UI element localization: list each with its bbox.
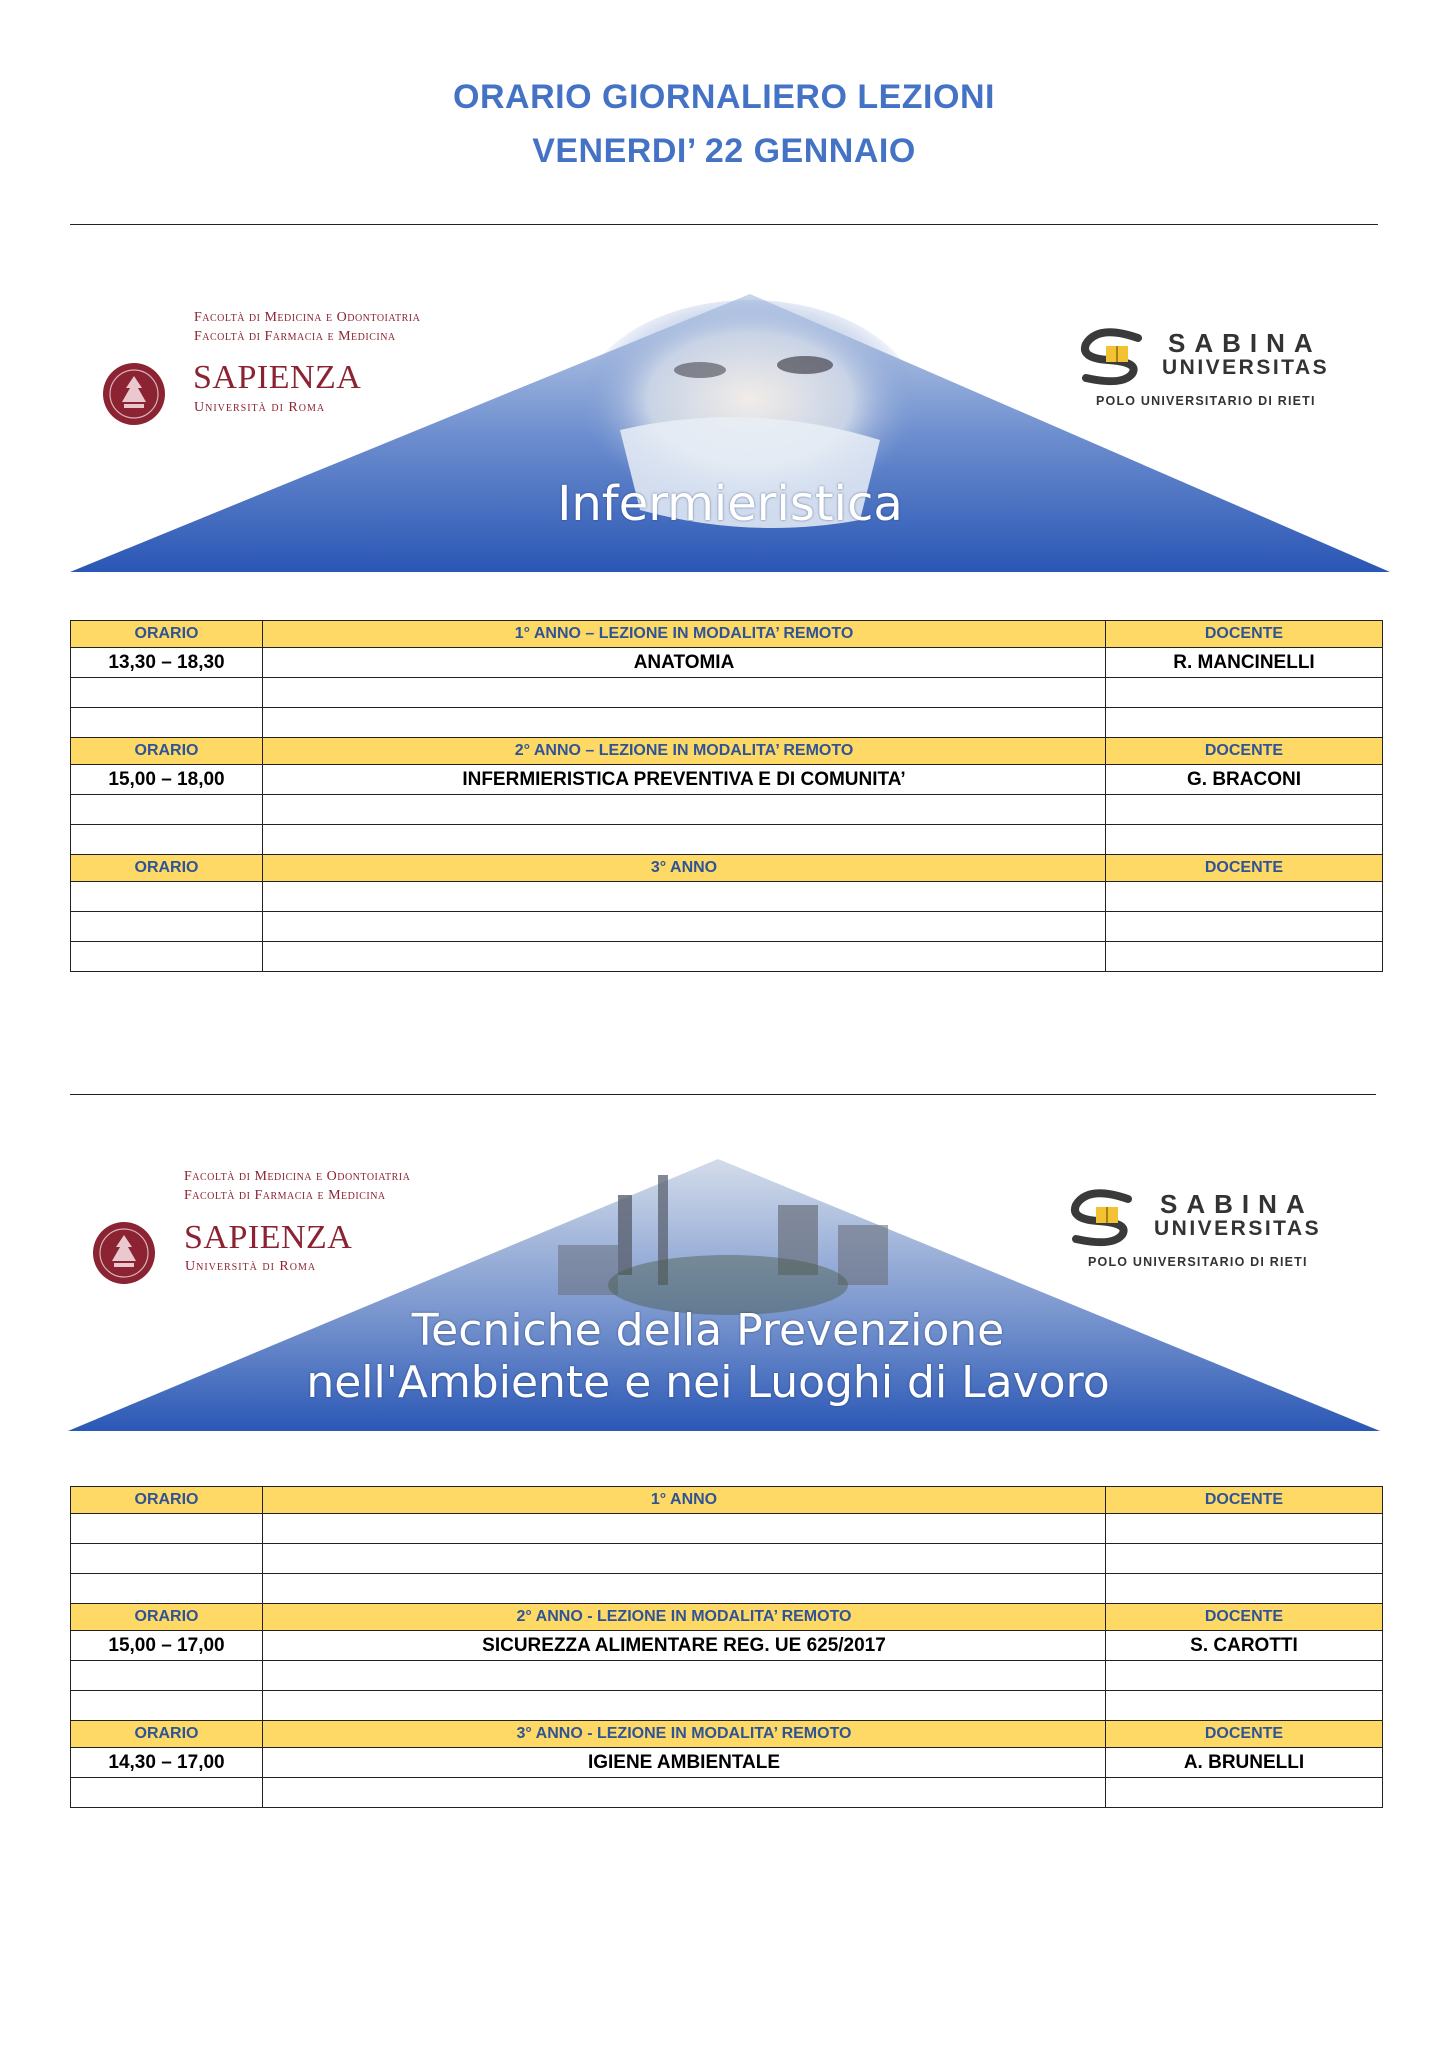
table-header-row [71, 738, 1383, 765]
header-year: 2° ANNO - LEZIONE IN MODALITA’ REMOTO [263, 1604, 1106, 1631]
cell-teacher [1106, 1544, 1383, 1574]
cell-teacher [1106, 825, 1383, 855]
cell-time [71, 1574, 263, 1604]
cell-subject [263, 708, 1106, 738]
cell-time [71, 1514, 263, 1544]
cell-subject [263, 912, 1106, 942]
cell-subject [263, 1544, 1106, 1574]
sabina-sub: POLO UNIVERSITARIO DI RIETI [1088, 1255, 1308, 1269]
table-row [71, 1661, 1383, 1691]
cell-teacher [1106, 882, 1383, 912]
header-year: 3° ANNO - LEZIONE IN MODALITA’ REMOTO [263, 1721, 1106, 1748]
cell-time: 15,00 – 18,00 [71, 765, 263, 795]
header-docente: DOCENTE [1106, 855, 1383, 882]
cell-teacher: G. BRACONI [1106, 765, 1383, 795]
cell-time [71, 708, 263, 738]
table-header-row [71, 1721, 1383, 1748]
cell-subject [263, 882, 1106, 912]
table-row [71, 1631, 1383, 1661]
header-year: 3° ANNO [263, 855, 1106, 882]
table-row [71, 648, 1383, 678]
header-docente: DOCENTE [1106, 621, 1383, 648]
course-title-line2: nell'Ambiente e nei Luoghi di Lavoro [306, 1357, 1110, 1408]
cell-teacher [1106, 678, 1383, 708]
sabina-word2: UNIVERSITAS [1162, 356, 1330, 379]
header-docente: DOCENTE [1106, 1721, 1383, 1748]
sabina-word2: UNIVERSITAS [1154, 1217, 1322, 1240]
cell-time [71, 1778, 263, 1808]
table-header-row [71, 1487, 1383, 1514]
faculty-text [184, 1167, 410, 1205]
cell-time [71, 1544, 263, 1574]
faculty-line1: Facoltà di Medicina e Odontoiatria [194, 310, 421, 325]
cell-subject [263, 678, 1106, 708]
cell-teacher [1106, 1778, 1383, 1808]
table-row [71, 708, 1383, 738]
banner-infermieristica [60, 290, 1400, 580]
cell-teacher [1106, 942, 1383, 972]
cell-time [71, 1691, 263, 1721]
course-title-line1: Tecniche della Prevenzione [411, 1305, 1005, 1356]
table-row [71, 942, 1383, 972]
schedule-table-infermieristica [70, 620, 1383, 972]
cell-time [71, 942, 263, 972]
cell-teacher [1106, 795, 1383, 825]
header-docente: DOCENTE [1106, 1604, 1383, 1631]
faculty-line1: Facoltà di Medicina e Odontoiatria [184, 1169, 411, 1184]
sabina-word: SABINA [1168, 328, 1322, 358]
sapienza-sub: Università di Roma [185, 1259, 317, 1274]
cell-subject [263, 825, 1106, 855]
table-row [71, 1748, 1383, 1778]
cell-subject [263, 1778, 1106, 1808]
cell-time [71, 795, 263, 825]
cell-time: 15,00 – 17,00 [71, 1631, 263, 1661]
faculty-line2: Facoltà di Farmacia e Medicina [184, 1188, 386, 1203]
table-row [71, 1544, 1383, 1574]
header-docente: DOCENTE [1106, 1487, 1383, 1514]
divider [70, 1094, 1376, 1095]
divider [70, 224, 1378, 225]
table-row [71, 765, 1383, 795]
cell-teacher [1106, 912, 1383, 942]
sabina-logo-icon [1078, 326, 1150, 386]
cell-teacher: A. BRUNELLI [1106, 1748, 1383, 1778]
header-orario: ORARIO [71, 855, 263, 882]
cell-subject: ANATOMIA [263, 648, 1106, 678]
table-row [71, 882, 1383, 912]
cell-time [71, 912, 263, 942]
cell-teacher: S. CAROTTI [1106, 1631, 1383, 1661]
table-header-row [71, 621, 1383, 648]
cell-teacher [1106, 1514, 1383, 1544]
table-row [71, 1574, 1383, 1604]
cell-teacher [1106, 708, 1383, 738]
cell-subject: IGIENE AMBIENTALE [263, 1748, 1106, 1778]
course-title: Infermieristica [557, 476, 903, 532]
sabina-logo-icon [1068, 1187, 1140, 1247]
schedule-table-tecniche-prevenzione [70, 1486, 1383, 1808]
cell-teacher: R. MANCINELLI [1106, 648, 1383, 678]
cell-time: 14,30 – 17,00 [71, 1748, 263, 1778]
header-year: 1° ANNO – LEZIONE IN MODALITA’ REMOTO [263, 621, 1106, 648]
header-orario: ORARIO [71, 1487, 263, 1514]
table-row [71, 912, 1383, 942]
table-header-row [71, 1604, 1383, 1631]
faculty-line2: Facoltà di Farmacia e Medicina [194, 329, 396, 344]
table-row [71, 795, 1383, 825]
header-orario: ORARIO [71, 621, 263, 648]
sapienza-name: SAPIENZA [184, 1219, 353, 1256]
course-title [258, 1305, 1158, 1409]
page-title-line1: ORARIO GIORNALIERO LEZIONI [453, 78, 995, 116]
header-orario: ORARIO [71, 738, 263, 765]
page-title-line2: VENERDI’ 22 GENNAIO [532, 132, 916, 170]
cell-time [71, 678, 263, 708]
cell-teacher [1106, 1691, 1383, 1721]
table-row [71, 1514, 1383, 1544]
table-row [71, 1778, 1383, 1808]
header-year: 2° ANNO – LEZIONE IN MODALITA’ REMOTO [263, 738, 1106, 765]
table-header-row [71, 855, 1383, 882]
cell-subject [263, 1691, 1106, 1721]
header-orario: ORARIO [71, 1721, 263, 1748]
header-docente: DOCENTE [1106, 738, 1383, 765]
cell-subject [263, 1514, 1106, 1544]
cell-subject [263, 1661, 1106, 1691]
header-year: 1° ANNO [263, 1487, 1106, 1514]
cell-time [71, 882, 263, 912]
cell-teacher [1106, 1574, 1383, 1604]
sabina-sub: POLO UNIVERSITARIO DI RIETI [1096, 394, 1316, 408]
table-row [71, 825, 1383, 855]
cell-teacher [1106, 1661, 1383, 1691]
cell-subject [263, 942, 1106, 972]
table-row [71, 1691, 1383, 1721]
cell-subject [263, 795, 1106, 825]
cell-time [71, 825, 263, 855]
faculty-text [194, 308, 420, 346]
cell-time [71, 1661, 263, 1691]
cell-subject: SICUREZZA ALIMENTARE REG. UE 625/2017 [263, 1631, 1106, 1661]
sabina-word: SABINA [1160, 1189, 1314, 1219]
cell-time: 13,30 – 18,30 [71, 648, 263, 678]
header-orario: ORARIO [71, 1604, 263, 1631]
cell-subject [263, 1574, 1106, 1604]
sapienza-sub: Università di Roma [194, 400, 326, 415]
sapienza-name: SAPIENZA [193, 359, 362, 396]
table-row [71, 678, 1383, 708]
banner-tecniche-prevenzione [58, 1155, 1388, 1435]
sapienza-seal-icon [102, 358, 166, 430]
cell-subject: INFERMIERISTICA PREVENTIVA E DI COMUNITA’ [263, 765, 1106, 795]
sapienza-seal-icon [92, 1217, 156, 1289]
